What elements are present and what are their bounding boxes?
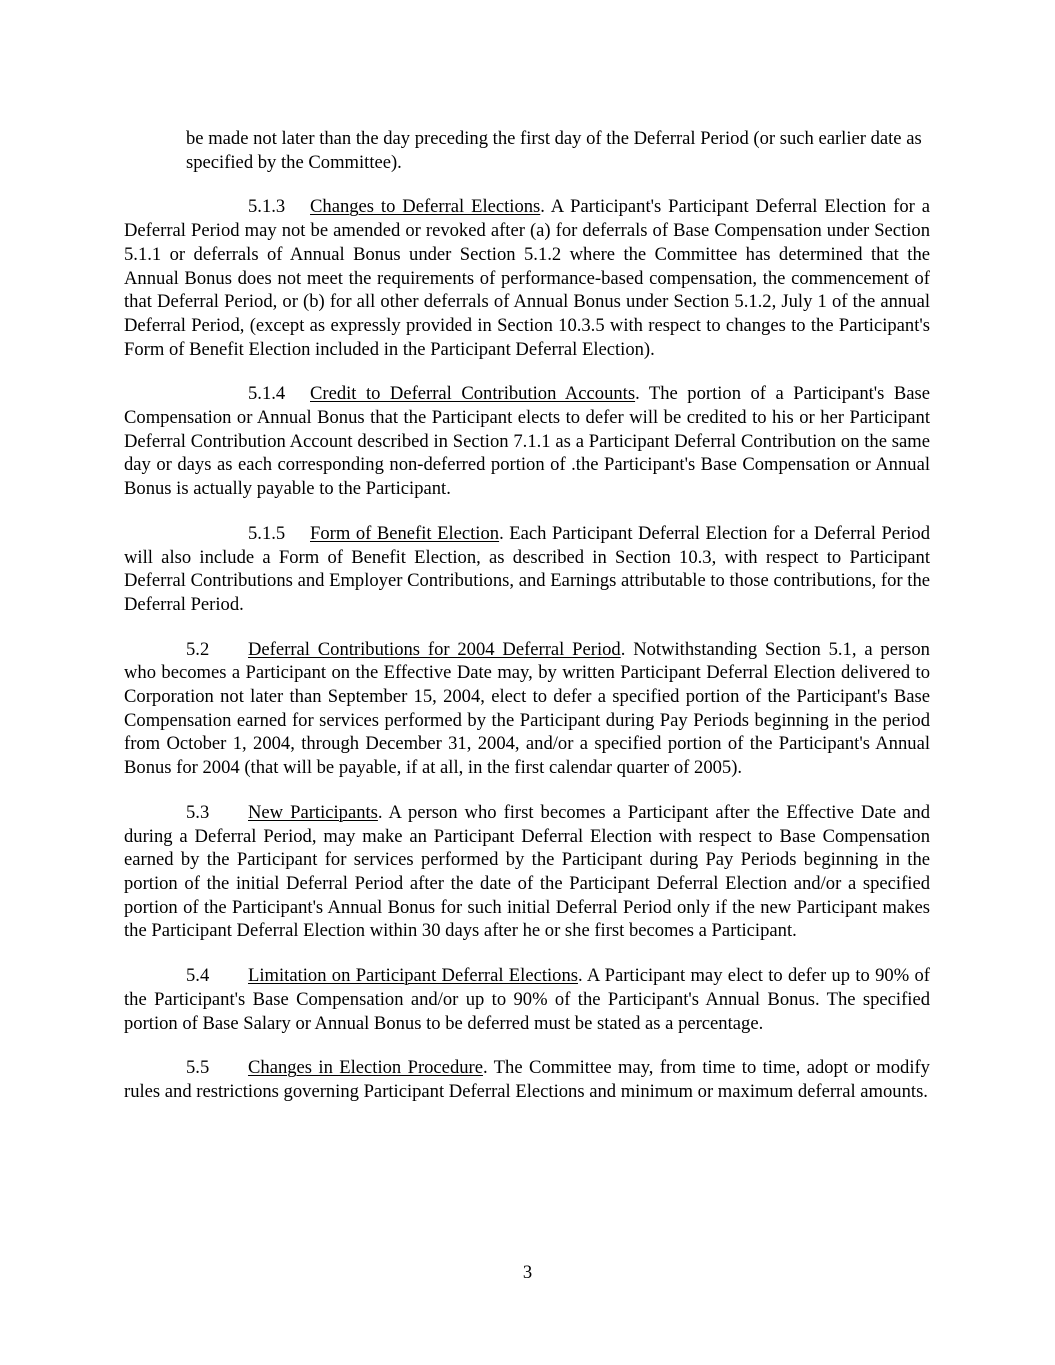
section-title: Deferral Contributions for 2004 Deferral Period <box>248 638 621 660</box>
page-number: 3 <box>522 1262 533 1283</box>
section-number: 5.1.5 <box>248 522 286 544</box>
section-text: . The portion of a Participant's Base Compensation or Annual Bonus that the Participant elects to defer will be credited to his or her Participant Deferral Contribution Account described in Section 7.1.1 as a Participant Deferral Contribution on the same day or days as each corresponding non-deferred portion of .the Participant's Base Compensation or Annual Bonus is actually payable to the Participant. <box>124 383 931 500</box>
section-5-3 <box>124 801 930 943</box>
section-text: . A Participant may elect to defer up to 90% of the Participant's Base Compensation and/or up to 90% of the Participant's Annual Bonus. The specified portion of Base Salary or Annual Bonus to be deferred must be stated as a percentage. <box>124 965 930 1034</box>
section-number: 5.1.4 <box>248 383 286 405</box>
section-title: Changes in Election Procedure <box>248 1057 483 1079</box>
section-text: . Notwithstanding Section 5.1, a person who becomes a Participant on the Effective Date may, by written Participant Deferral Election delivered to Corporation not later than September 15, 2004, elect to defer a specified portion of the Participant's Base Compensation earned for services performed by the Participant during Pay Periods beginning in the period from October 1, 2004, through December 31, 2004, and/or a specified portion of the Participant's Annual Bonus for 2004 (that will be payable, if at all, in the first calendar quarter of 2005). <box>124 638 930 779</box>
section-number: 5.4 <box>186 965 210 987</box>
section-title: Form of Benefit Election <box>310 522 500 544</box>
section-title: Limitation on Participant Deferral Elections <box>248 965 578 987</box>
section-number: 5.3 <box>186 801 210 823</box>
section-number: 5.5 <box>186 1057 210 1079</box>
section-title: Changes to Deferral Elections <box>310 196 541 218</box>
section-text: . A Participant's Participant Deferral Election for a Deferral Period may not be amended or revoked after (a) for deferrals of Base Compensation under Section 5.1.1 or deferrals of Annual Bonus under Section 5.1.2 where the Committee has determined that the Annual Bonus does not meet the requirements of performance-based compensation, the commencement of that Deferral Period, or (b) for all other deferrals of Annual Bonus under Section 5.1.2, July 1 of the annual Deferral Period, (except as expressly provided in Section 10.3.5 with respect to changes to the Participant's Form of Benefit Election included in the Participant Deferral Election). <box>124 196 931 360</box>
section-5-5 <box>124 1056 930 1103</box>
continuation-paragraph: be made not later than the day preceding the first day of the Deferral Period (or such earlier date as specified by the Committee). <box>186 128 922 173</box>
section-5-1-5 <box>124 522 930 617</box>
document-body <box>124 127 930 1125</box>
section-number: 5.1.3 <box>248 196 286 218</box>
section-5-1-3 <box>124 195 930 361</box>
section-title: New Participants <box>248 801 378 823</box>
section-5-4 <box>124 964 930 1035</box>
section-title: Credit to Deferral Contribution Accounts <box>310 383 636 405</box>
section-number: 5.2 <box>186 638 210 660</box>
section-text: . The Committee may, from time to time, adopt or modify rules and restrictions governing Participant Deferral Elections and minimum or maximum deferral amounts. <box>124 1057 930 1102</box>
section-5-1-4 <box>124 382 930 501</box>
section-5-2 <box>124 638 930 780</box>
section-text: . Each Participant Deferral Election for a Deferral Period will also include a Form of Benefit Election, as described in Section 10.3, with respect to Participant Deferral Contributions and Employer Contributions, and Earnings attributable to those contributions, for the Deferral Period. <box>124 522 930 615</box>
section-text: . A person who first becomes a Participant after the Effective Date and during a Deferral Period, may make an Participant Deferral Election with respect to Base Compensation earned by the Participant for services performed by the Participant during Pay Periods beginning in the portion of the initial Deferral Period after the date of the Participant Deferral Election and/or a specified portion of the Participant's Annual Bonus for such initial Deferral Period only if the new Participant makes the Participant Deferral Election within 30 days after he or she first becomes a Participant. <box>124 801 930 942</box>
